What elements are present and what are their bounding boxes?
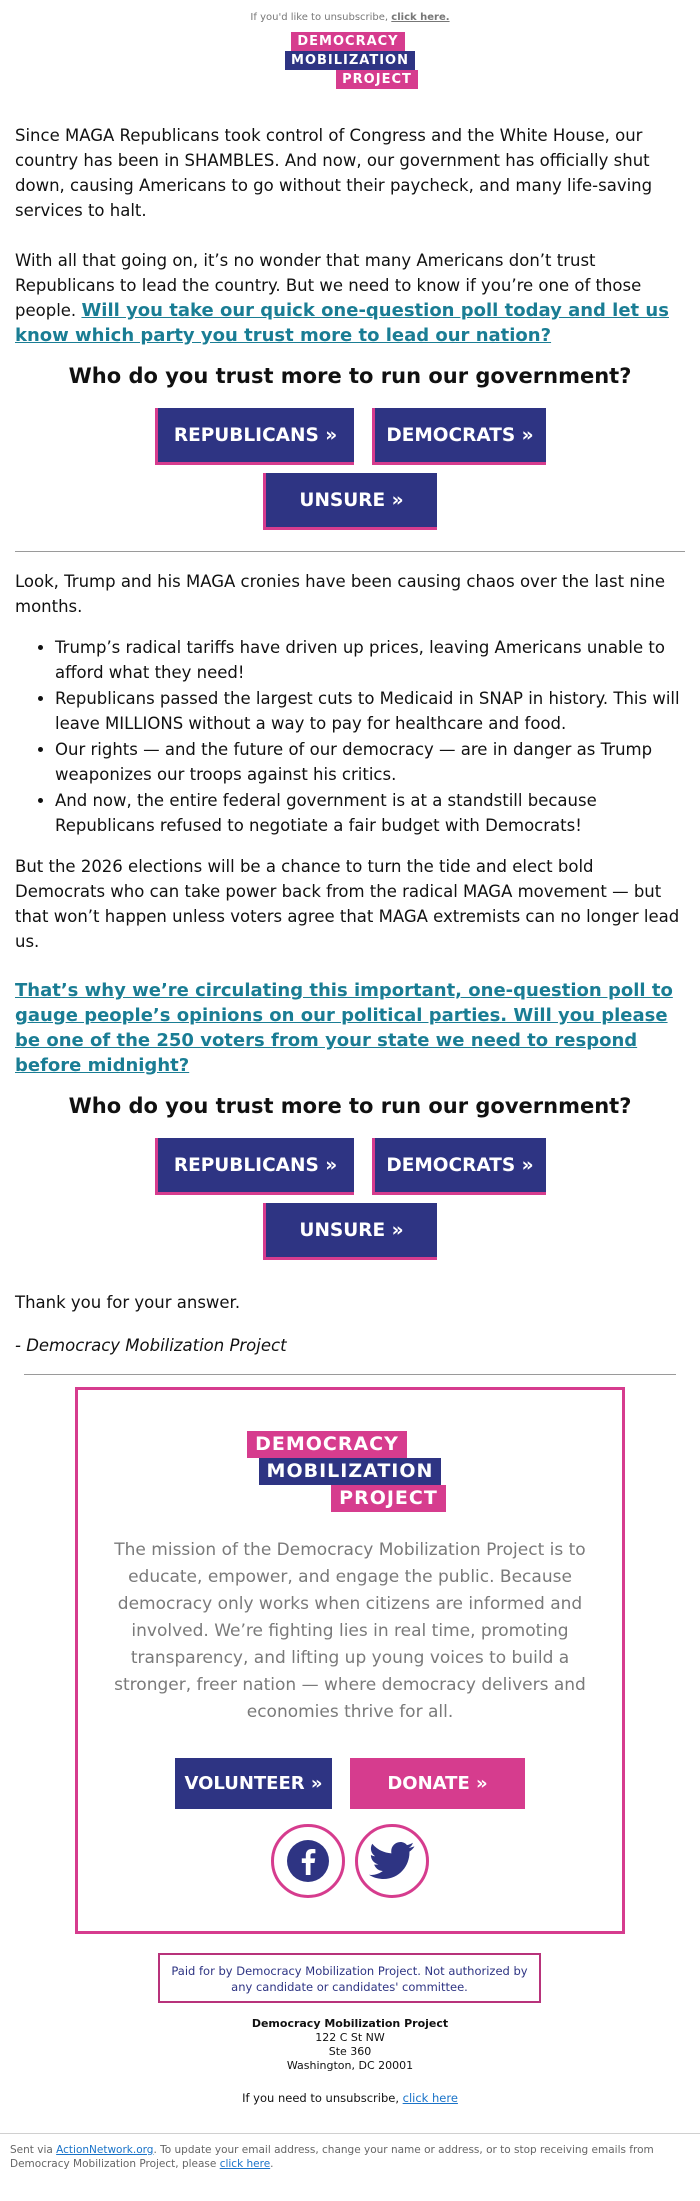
donate-button[interactable]: DONATE » <box>350 1758 525 1809</box>
section-divider <box>15 551 685 552</box>
footer-divider <box>24 1374 676 1375</box>
intro-paragraph-2 <box>15 248 685 348</box>
footer-unsubscribe-link[interactable]: click here <box>402 2091 458 2105</box>
bottom-divider <box>0 2133 700 2134</box>
footer-unsubscribe <box>0 2091 700 2105</box>
footer-logo <box>78 1431 622 1512</box>
middle-paragraph-1: Look, Trump and his MAGA cronies have been causing chaos over the last nine months. <box>15 572 665 616</box>
signature: - Democracy Mobilization Project <box>15 1336 287 1355</box>
middle-paragraph-2: But the 2026 elections will be a chance to turn the tide and elect bold Democrats who can take power back from the radical MAGA movement — but that won’t happen unless voters agree that MAGA extremists can no longer lead us. <box>15 857 680 951</box>
sent-via-notice <box>0 2143 700 2171</box>
poll-link-2[interactable]: That’s why we’re circulating this important, one-question poll to gauge people’s opinions on our political parties. Will you please be one of the 250 voters from your state we need to respond before midnight? <box>15 980 673 1076</box>
poll-question-1: Who do you trust more to run our government? <box>68 364 632 388</box>
issues-list <box>15 635 685 838</box>
poll-buttons-row-1 <box>0 408 700 465</box>
twitter-icon-glyph <box>369 1841 415 1881</box>
poll-link-1[interactable]: Will you take our quick one-question poll today and let us know which party you trust more to lead our nation? <box>15 300 669 346</box>
democrats-button-1[interactable]: DEMOCRATS » <box>372 408 546 465</box>
footer-unsubscribe-text: If you need to unsubscribe, <box>242 2091 399 2105</box>
poll-link-paragraph <box>15 978 685 1078</box>
footer-cta-row <box>78 1758 622 1809</box>
twitter-icon[interactable] <box>355 1824 429 1898</box>
republicans-button-2[interactable]: REPUBLICANS » <box>155 1138 354 1195</box>
logo-line-1: DEMOCRACY <box>291 32 404 51</box>
poll-buttons-row-3 <box>0 1138 700 1195</box>
footer-mission-box <box>75 1387 625 1934</box>
list-item: • Republicans passed the largest cuts to Medicaid in SNAP in history. This will leave MILLIONS without a way to pay for healthcare and food. <box>55 686 685 736</box>
logo-line-2: MOBILIZATION <box>285 51 415 70</box>
sent-via-prefix: Sent via <box>10 2144 53 2156</box>
facebook-icon-glyph <box>286 1839 330 1883</box>
list-item: • Trump’s radical tariffs have driven up prices, leaving Americans unable to afford what they need! <box>55 635 685 685</box>
paid-for-disclaimer: Paid for by Democracy Mobilization Project. Not authorized by any candidate or candidates' committee. <box>158 1953 541 2003</box>
volunteer-button[interactable]: VOLUNTEER » <box>175 1758 332 1809</box>
actionnetwork-link[interactable]: ActionNetwork.org <box>56 2144 154 2156</box>
intro-paragraph-1: Since MAGA Republicans took control of Congress and the White House, our country has been in SHAMBLES. And now, our government has officially shut down, causing Americans to go without their paycheck, and many life-saving services to halt. <box>15 126 653 220</box>
logo-line-3: PROJECT <box>336 70 418 89</box>
sent-via-text: . To update your email address, change your name or address, or to stop receiving emails from Democracy Mobilization Project, please <box>10 2144 654 2170</box>
header-logo <box>0 32 700 89</box>
list-item: • Our rights — and the future of our democracy — are in danger as Trump weaponizes our troops against his critics. <box>55 737 685 787</box>
poll-buttons-row-4 <box>0 1203 700 1260</box>
address-suite: Ste 360 <box>328 2045 372 2058</box>
social-icons-row <box>78 1824 622 1898</box>
thank-you-text: Thank you for your answer. <box>15 1293 241 1312</box>
update-preferences-link[interactable]: click here <box>219 2158 271 2170</box>
intro-paragraph-2-text: With all that going on, it’s no wonder that many Americans don’t trust Republicans to lead the country. But we need to know if you’re one of those people. <box>15 251 642 320</box>
footer-logo-line-1: DEMOCRACY <box>247 1431 407 1458</box>
unsure-button-1[interactable]: UNSURE » <box>263 473 437 530</box>
footer-logo-line-2: MOBILIZATION <box>259 1458 442 1485</box>
sent-via-end: . <box>270 2158 274 2170</box>
list-item: • And now, the entire federal government is at a standstill because Republicans refused to negotiate a fair budget with Democrats! <box>55 788 685 838</box>
address-street: 122 C St NW <box>315 2031 385 2044</box>
org-name: Democracy Mobilization Project <box>251 2017 449 2030</box>
mailing-address <box>0 2017 700 2073</box>
facebook-icon[interactable] <box>271 1824 345 1898</box>
top-unsubscribe-text: If you'd like to unsubscribe, <box>250 12 389 23</box>
address-city: Washington, DC 20001 <box>286 2059 414 2072</box>
democrats-button-2[interactable]: DEMOCRATS » <box>372 1138 546 1195</box>
top-unsubscribe <box>0 0 700 26</box>
poll-question-2: Who do you trust more to run our government? <box>68 1094 632 1118</box>
poll-buttons-row-2 <box>0 473 700 530</box>
footer-logo-line-3: PROJECT <box>331 1485 446 1512</box>
mission-statement: The mission of the Democracy Mobilization Project is to educate, empower, and engage the public. Because democracy only works when citizens are informed and involved. We’re fighting lies in real time, promoting transparency, and lifting up young voices to build a stronger, freer nation — where democracy delivers and economies thrive for all. <box>114 1540 586 1722</box>
top-unsubscribe-link[interactable]: click here. <box>391 12 450 23</box>
republicans-button-1[interactable]: REPUBLICANS » <box>155 408 354 465</box>
unsure-button-2[interactable]: UNSURE » <box>263 1203 437 1260</box>
